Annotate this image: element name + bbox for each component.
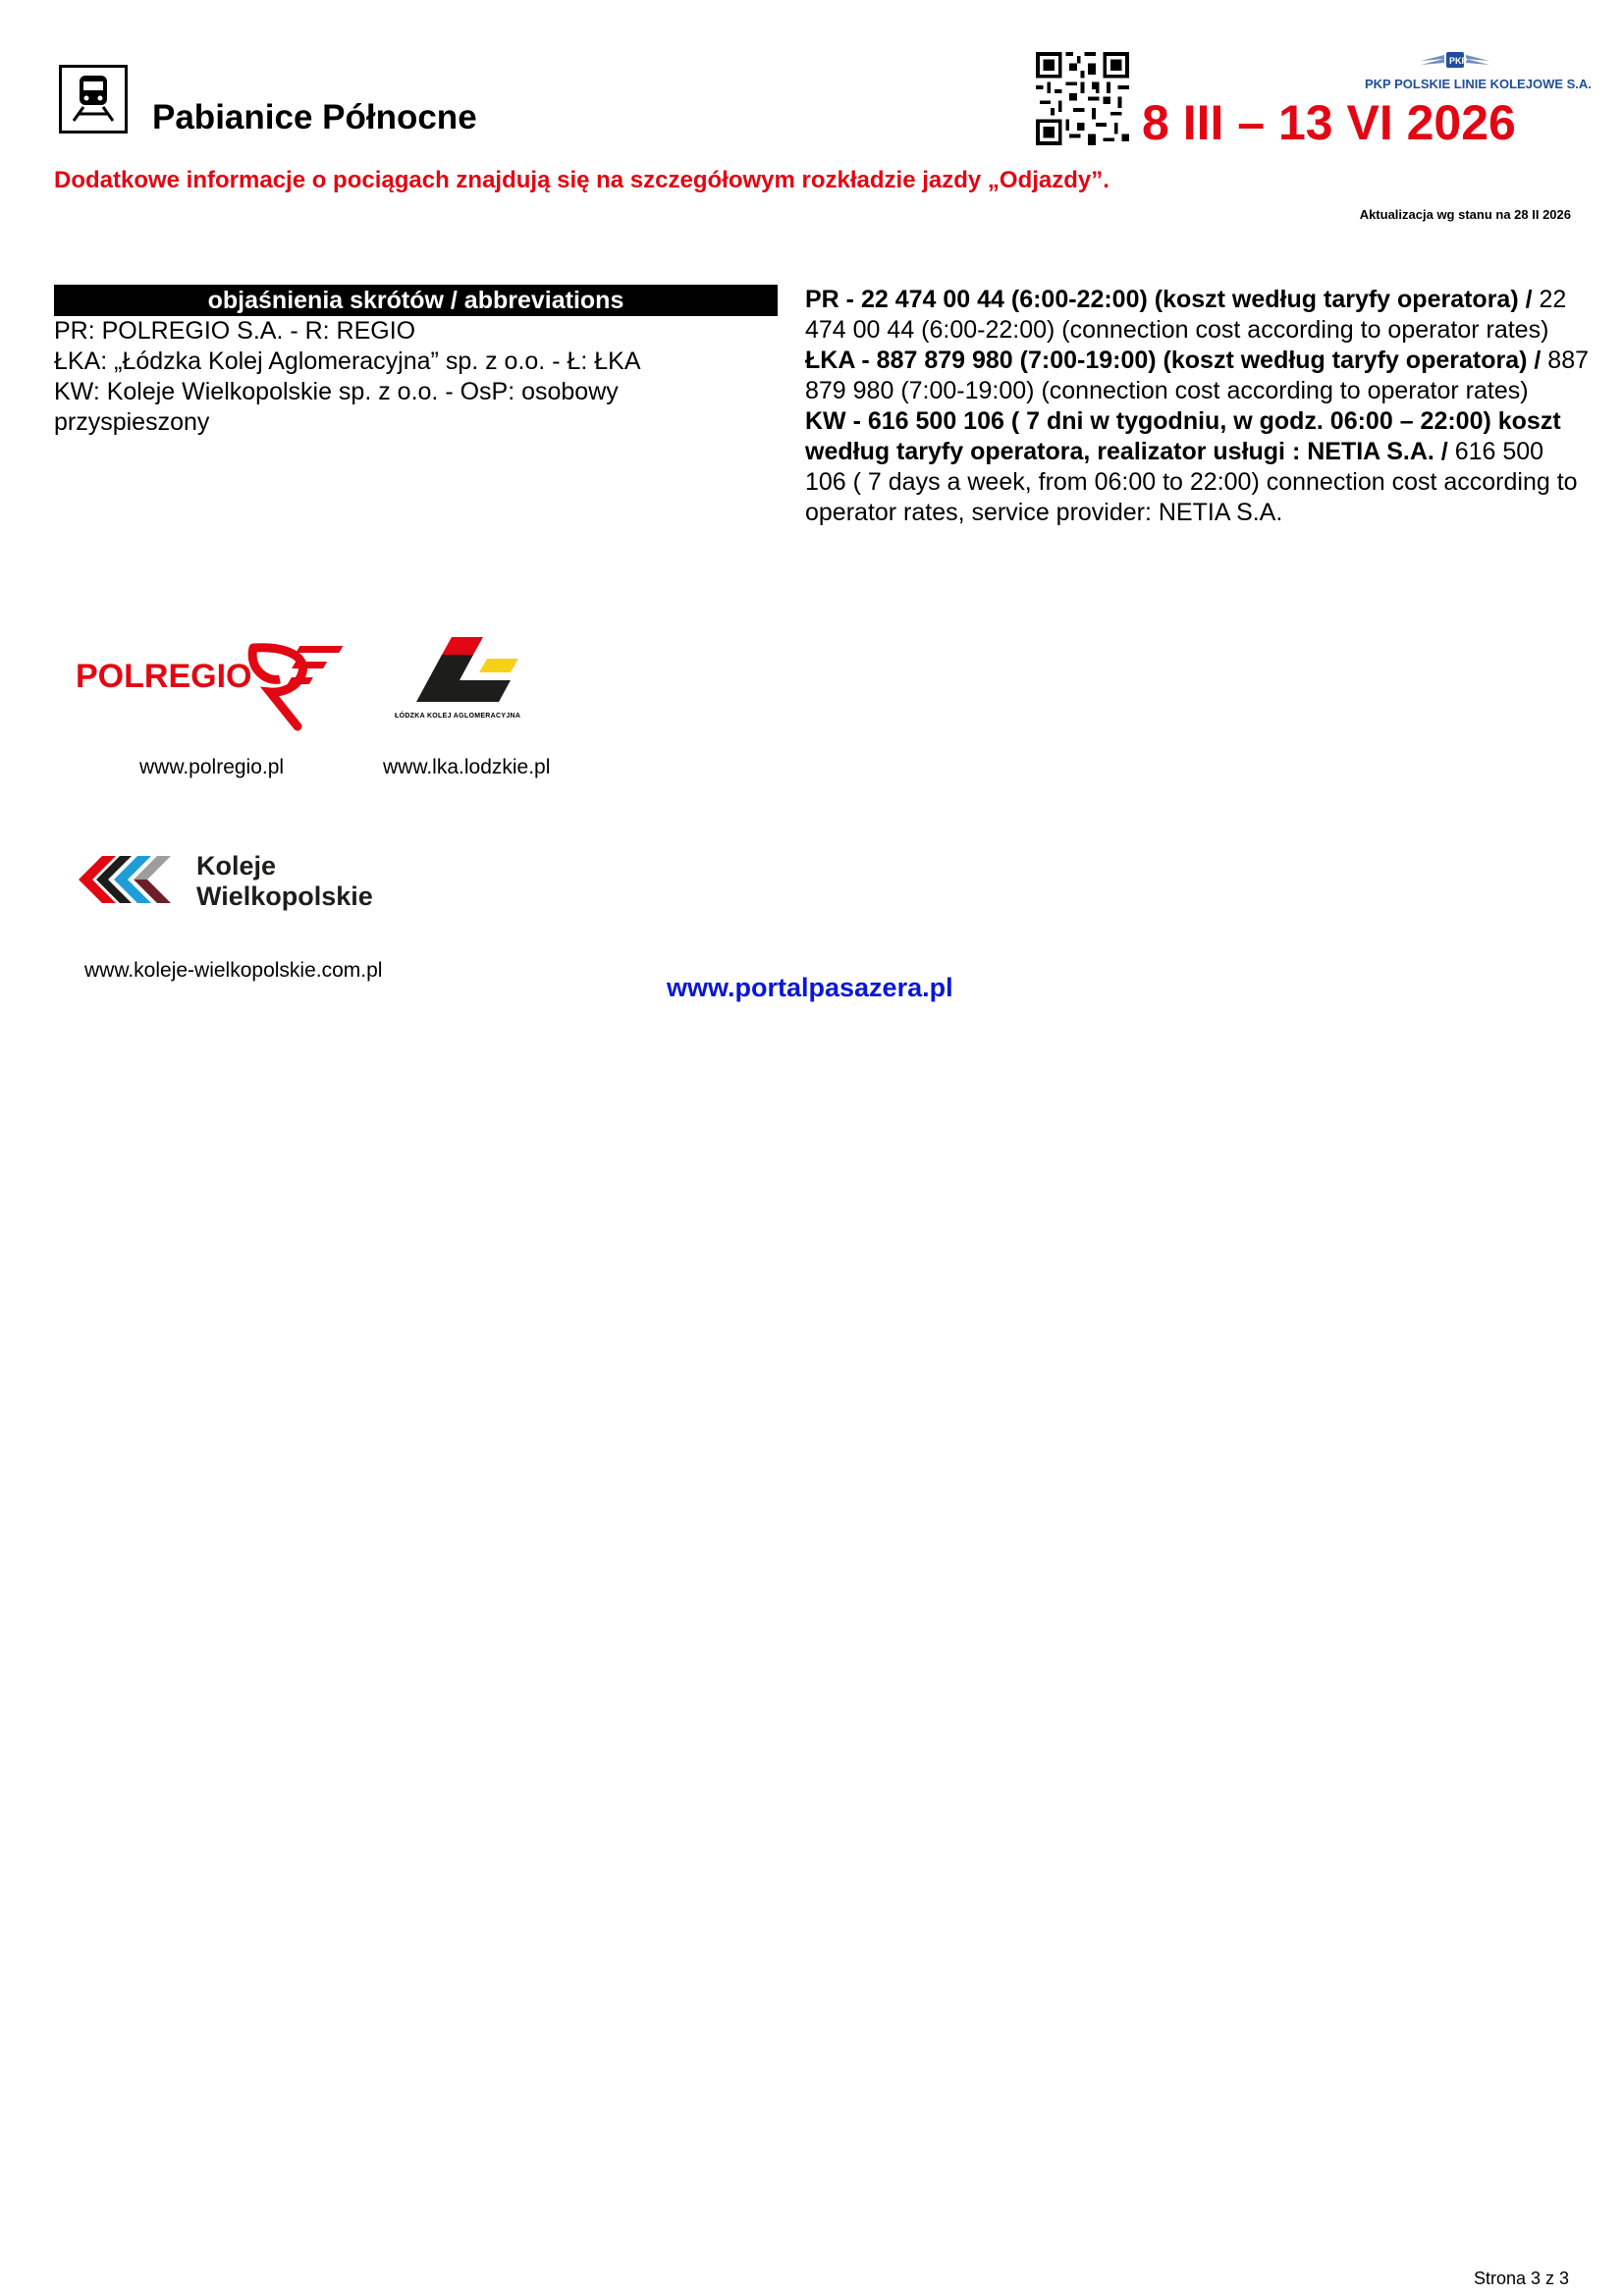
koleje-wielkopolskie-name (196, 851, 373, 912)
svg-text:PKP: PKP (1449, 56, 1468, 66)
kw-name-line1: Koleje (196, 851, 277, 881)
contact-entry-lka (805, 346, 1591, 406)
info-note: Dodatkowe informacje o pociągach znajdują się na szczegółowym rozkładzie jazdy „Odjazdy”. (54, 167, 1109, 193)
station-name: Pabianice Północne (152, 98, 477, 136)
lka-url-link[interactable]: www.lka.lodzkie.pl (383, 756, 551, 778)
abbreviation-line: PR: POLREGIO S.A. - R: REGIO (54, 317, 416, 345)
qr-code-icon[interactable] (1036, 52, 1129, 145)
polregio-logo (74, 638, 353, 731)
pkp-brand-text: PKP POLSKIE LINIE KOLEJOWE S.A. (1365, 77, 1592, 91)
abbreviations-section (54, 285, 778, 438)
abbreviation-line: KW: Koleje Wielkopolskie sp. z o.o. - OsP: osobowy przyspieszony (54, 378, 619, 436)
contact-regular: 616 500 106 ( 7 days a week, from 06:00 to 22:00) connection cost according to operator rates, service provider: NETIA S.A. (805, 438, 1578, 526)
contact-entry-kw (805, 406, 1591, 528)
contact-regular: 22 474 00 44 (6:00-22:00) (connection cost according to operator rates) (805, 286, 1567, 344)
validity-period: 8 III – 13 VI 2026 (1142, 95, 1516, 150)
train-icon (59, 65, 128, 133)
contact-regular: 887 879 980 (7:00-19:00) (connection cost according to operator rates) (805, 347, 1590, 404)
contact-bold: ŁKA - 887 879 980 (7:00-19:00) (koszt według taryfy operatora) / (805, 347, 1542, 374)
lka-logo (412, 633, 540, 721)
abbreviations-title: objaśnienia skrótów / abbreviations (54, 285, 778, 316)
abbreviation-line: ŁKA: „Łódzka Kolej Aglomeracyjna” sp. z o.o. - Ł: ŁKA (54, 347, 641, 375)
contact-bold: KW - 616 500 106 ( 7 dni w tygodniu, w godz. 06:00 – 22:00) koszt według taryfy operatora, realizator usługi : NETIA S.A. / (805, 407, 1561, 465)
contact-bold: PR - 22 474 00 44 (6:00-22:00) (koszt według taryfy operatora) / (805, 286, 1533, 313)
contacts-section (805, 285, 1591, 528)
page-number: Strona 3 z 3 (1473, 2269, 1569, 2288)
contact-entry-pr (805, 285, 1591, 346)
kw-name-line2: Wielkopolskie (196, 881, 373, 911)
lka-tagline: ŁÓDZKA KOLEJ AGLOMERACYJNA (395, 713, 521, 720)
update-note: Aktualizacja wg stanu na 28 II 2026 (1359, 207, 1571, 222)
kw-url-link[interactable]: www.koleje-wielkopolskie.com.pl (84, 959, 383, 982)
portal-pasazera-link[interactable]: www.portalpasazera.pl (667, 973, 953, 1002)
polregio-url-link[interactable]: www.polregio.pl (139, 756, 285, 778)
polregio-logo-text: POLREGIO (76, 658, 252, 695)
